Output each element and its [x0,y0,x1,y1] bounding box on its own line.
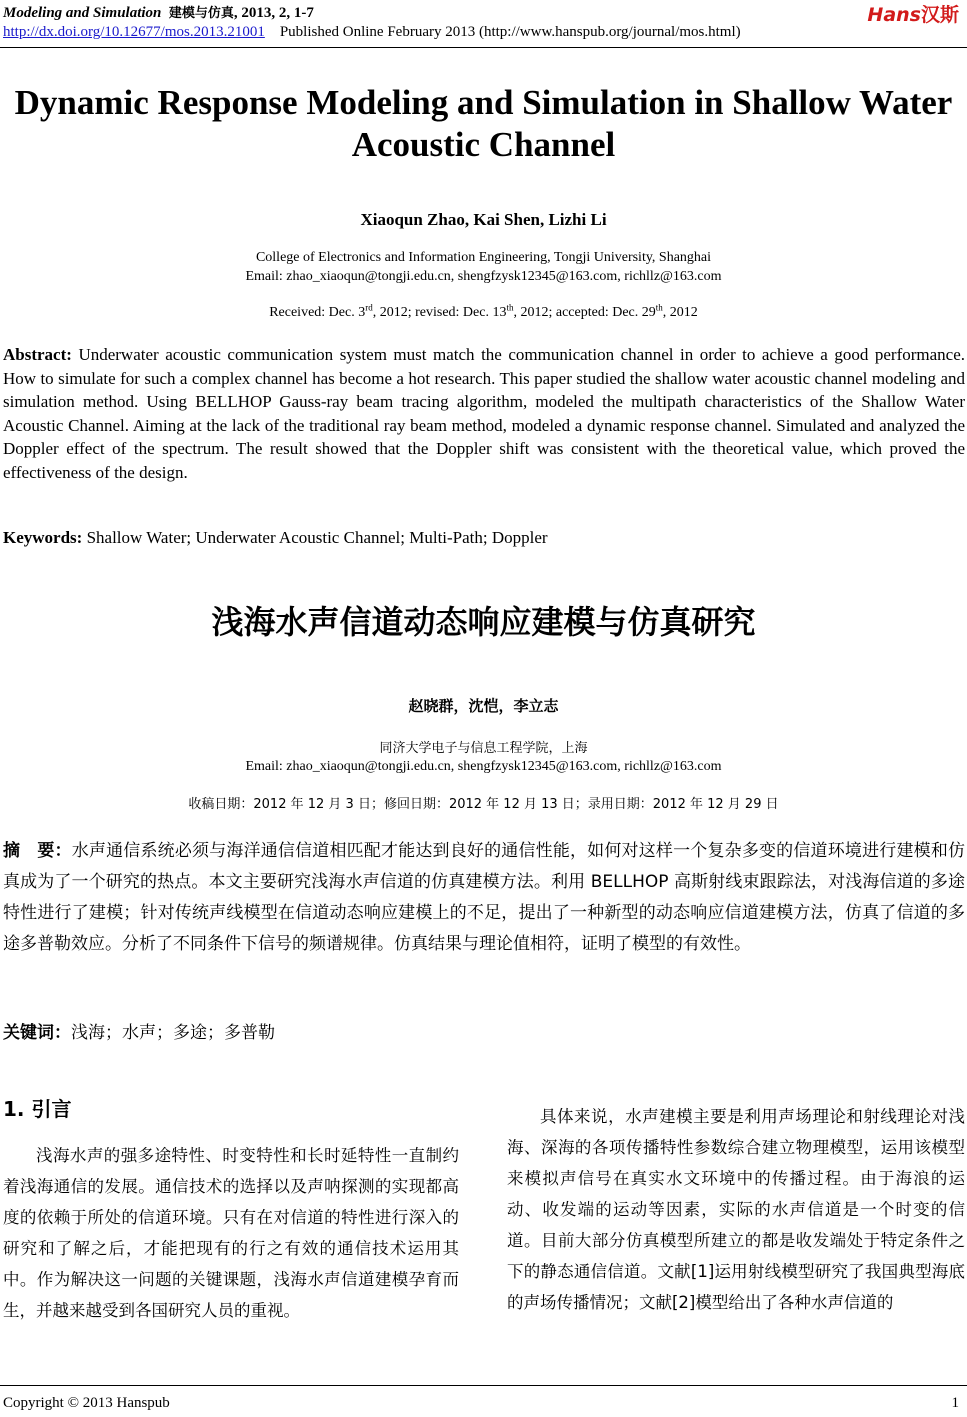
email-cn: Email: zhao_xiaoqun@tongji.edu.cn, shengfzysk12345@163.com, richllz@163.com [245,759,722,774]
doi-line [3,24,741,41]
keywords-en [3,528,548,548]
affiliation-cn: 同济大学电子与信息工程学院，上海 [379,741,588,756]
paper-title-cn: 浅海水声信道动态响应建模与仿真研究 [211,603,756,641]
authors-cn: 赵晓群，沈恺，李立志 [408,697,559,715]
received-dates: Received: Dec. 3rd, 2012; revised: Dec. 13th, 2012; accepted: Dec. 29th, 2012 [269,302,698,320]
body-paragraph-left: 浅海水声的强多途特性、时变特性和长时延特性一直制约着浅海通信的发展。通信技术的选择以及声呐探测的实现都高度的依赖于所处的信道环境。只有在对信道的特性进行深入的研究和了解之后，才能把现有的行之有效的通信技术运用其中。作为解决这一问题的关键课题，浅海水声信道建模孕育而生，并越来越受到各国研究人员的重视。 [3,1146,459,1320]
body-paragraph-right: 具体来说，水声建模主要是利用声场理论和射线理论对浅海、深海的各项传播特性参数综合建立物理模型，运用该模型来模拟声信号在真实水文环境中的传播过程。由于海浪的运动、收发端的运动等因素，实际的水声信道是一个时变的信道。目前大部分仿真模型所建立的都是收发端处于特定条件之下的静态通信信道。文献[1]运用射线模型研究了我国典型海底的声场传播情况；文献[2]模型给出了各种水声信道的 [507,1107,965,1312]
abstract-cn [3,836,965,960]
abstract-label: Abstract: [3,345,72,364]
abstract-cn-text: 水声通信系统必须与海洋通信信道相匹配才能达到良好的通信性能，如何对这样一个复杂多变的信道环境进行建模和仿真成为了一个研究的热点。本文主要研究浅海水声信道的仿真建模方法。利用 BELLHOP 高斯射线束跟踪法，对浅海信道的多途特性进行了建模；针对传统声线模型在信道动态响应建模上的不足，提出了一种新型的动态响应信道建模方法，仿真了信道的多途多普勒效应。分析了不同条件下信号的频谱规律。仿真结果与理论值相符，证明了模型的有效性。 [3,841,966,954]
journal-volume: , 2013, 2, 1-7 [233,5,314,21]
section-heading-intro: 1. 引言 [3,1097,72,1121]
publisher-logo: Hans汉斯 [867,4,959,26]
keywords-label: Keywords: [3,528,83,547]
footer-divider [0,1385,967,1386]
keywords-text: Shallow Water; Underwater Acoustic Channel; Multi-Path; Doppler [86,528,548,547]
abstract-text: Underwater acoustic communication system must match the communication channel in order to achieve a good performance. How to simulate for such a complex channel has become a hot research. This paper studied the shallow water acoustic channel modeling and simulation method. Using BELLHOP Gauss-ray beam tracing algorithm, modeled the multipath characteristics of the Shallow Water Acoustic Channel. Aiming at the lack of the traditional ray beam method, modeled a dynamic response channel. Simulated and analyzed the Doppler effect of the spectrum. The result showed that the Doppler shift was consistent with the theoretical value, which proved the effectiveness of the design. [3,345,966,482]
journal-header [3,2,314,22]
authors-en: Xiaoqun Zhao, Kai Shen, Lizhi Li [360,210,607,229]
abstract-en [3,343,965,484]
header-divider [0,47,967,48]
affiliation-en: College of Electronics and Information Engineering, Tongji University, Shanghai [255,250,712,265]
keywords-cn-label: 关键词： [3,1023,71,1043]
journal-name-cn: 建模与仿真 [168,6,234,21]
page-number: 1 [951,1395,959,1411]
journal-name-en: Modeling and Simulation [3,5,162,21]
doi-link[interactable]: http://dx.doi.org/10.12677/mos.2013.21001 [3,24,265,40]
copyright: Copyright © 2013 Hanspub [3,1395,170,1411]
abstract-cn-label: 摘 要： [3,841,72,861]
keywords-cn-text: 浅海；水声；多途；多普勒 [71,1023,275,1043]
published-online: Published Online February 2013 (http://www.hanspub.org/journal/mos.html) [279,24,741,40]
keywords-cn [3,1018,275,1043]
dates-cn: 收稿日期：2012 年 12 月 3 日；修回日期：2012 年 12 月 13 日；录用日期：2012 年 12 月 29 日 [188,797,779,812]
paper-title-en: Dynamic Response Modeling and Simulation in Shallow Water Acoustic Channel [14,83,953,164]
email-en: Email: zhao_xiaoqun@tongji.edu.cn, shengfzysk12345@163.com, richllz@163.com [245,269,722,284]
affiliation-block-en [0,248,967,286]
